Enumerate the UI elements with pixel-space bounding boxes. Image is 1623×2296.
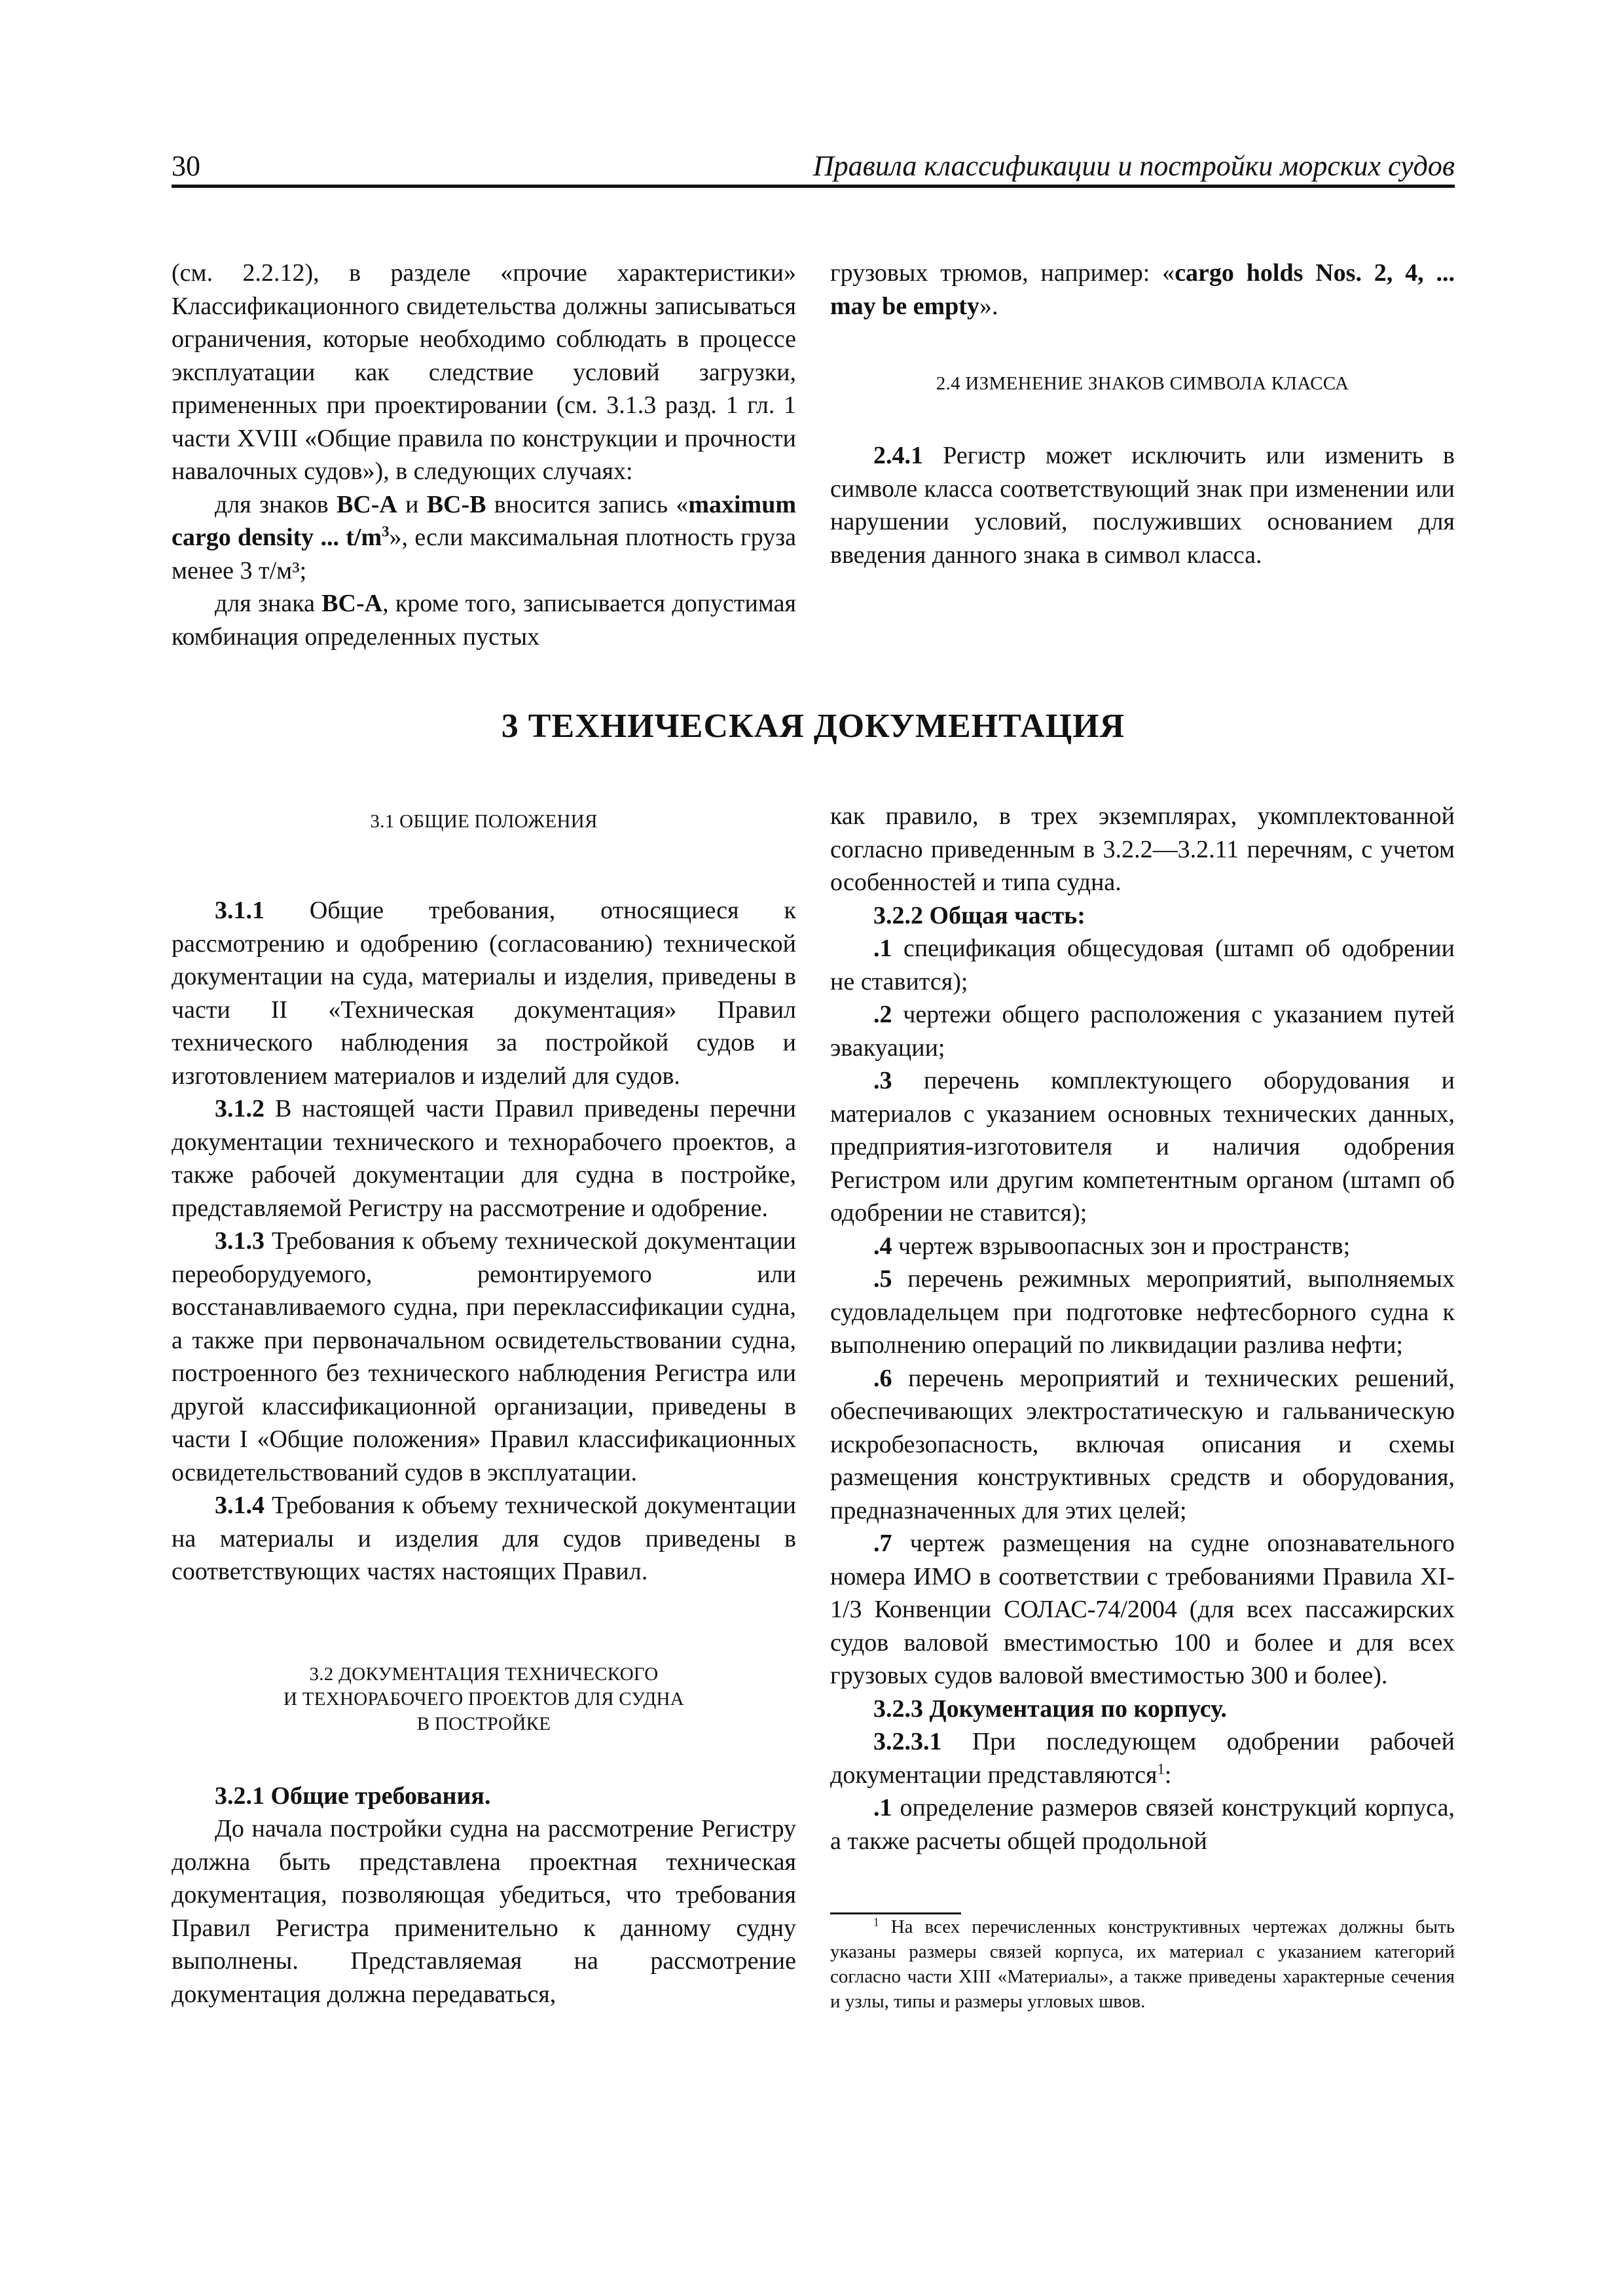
text-run: Требования к объему технической документации переоборудуемого, ремонтируемого или восстанавливаемого судна, при переклассификации судна, а также при первоначальном освидетельствовании судна, построенного без технического наблюдения Регистра или другой классификационной организации, приведены в части I «Общие положения» Правил классификационных освидетельствований судов в эксплуатации. [172, 1227, 796, 1486]
class-notation: BC-A [336, 490, 397, 518]
text-run: Общие требования, относящиеся к рассмотрению и одобрению (согласованию) технической документации на суда, материалы и изделия, приведены в части II «Техническая документация» Правил технического наблюдения за постройкой судов и изготовлением материалов и изделий для судов. [172, 897, 796, 1090]
class-notation: BC-B [426, 490, 486, 518]
bottom-left-column [172, 800, 796, 2011]
section-title-line: 3.2 ДОКУМЕНТАЦИЯ ТЕХНИЧЕСКОГО [309, 1663, 659, 1685]
footnote [830, 1914, 1455, 2014]
paragraph [830, 1725, 1455, 1791]
list-item [830, 1362, 1455, 1528]
notation-record: cargo holds Nos. 2, 4, ... may be empty [830, 259, 1455, 320]
item-number: .7 [873, 1530, 892, 1557]
paragraph-heading [830, 1693, 1455, 1726]
text-run: перечень режимных мероприятий, выполняемых судовладельцем при подготовке нефтесборного судна к выполнению операций по ликвидации разлива нефти; [830, 1265, 1455, 1359]
item-number: .2 [873, 1001, 892, 1028]
footnote-text: На всех перечисленных конструктивных чертежах должны быть указаны размеры связей корпуса, их материал с указанием категорий согласно части XIII «Материалы», а также приведены характерные сечения и узлы, типы и размеры угловых швов. [830, 1916, 1455, 2012]
section-title-2-4: 2.4 ИЗМЕНЕНИЕ ЗНАКОВ СИМВОЛА КЛАССА [936, 373, 1349, 394]
item-number: .1 [873, 1794, 892, 1821]
text-run: определение размеров связей конструкций корпуса, а также расчеты общей продольной [830, 1794, 1455, 1855]
class-notation: BC-A [321, 590, 383, 617]
list-item [830, 1064, 1455, 1230]
text-run: : [1164, 1761, 1172, 1789]
text-run: грузовых трюмов, например: « [830, 259, 1175, 287]
section-title-3-2 [172, 1662, 796, 1736]
section-title-3-1: 3.1 ОБЩИЕ ПОЛОЖЕНИЯ [370, 811, 598, 832]
list-item [830, 1527, 1455, 1693]
clause-number: 2.4.1 [873, 442, 923, 469]
clause-heading: 3.2.2 Общая часть: [873, 901, 1085, 929]
item-number: .6 [873, 1364, 892, 1392]
paragraph [172, 1225, 796, 1489]
paragraph [172, 587, 796, 653]
clause-number: 3.1.4 [215, 1492, 264, 1519]
item-number: .3 [873, 1067, 892, 1094]
paragraph: (см. 2.2.12), в разделе «прочие характеристики» Классификационного свидетельства должны записываться ограничения, которые необходимо соблюдать в процессе эксплуатации как следствие условий загрузки, примененных при проектировании (см. 3.1.3 разд. 1 гл. 1 части XVIII «Общие правила по конструкции и прочности навалочных судов»), в следующих случаях: [172, 259, 796, 485]
clause-heading: 3.2.1 Общие требования. [215, 1782, 491, 1810]
text-run: вносится запись « [486, 490, 689, 518]
paragraph [830, 439, 1455, 571]
text-run: Требования к объему технической документации на материалы и изделия для судов приведены в соответствующих частях настоящих Правил. [172, 1492, 796, 1585]
text-run: чертеж размещения на судне опознавательного номера ИМО в соответствии с требованиями Правила XI-1/3 Конвенции СОЛАС-74/2004 (для всех пассажирских судов валовой вместимостью 100 и более и для всех грузовых судов валовой вместимостью 300 и более). [830, 1530, 1455, 1689]
paragraph-heading [830, 899, 1455, 933]
paragraph-heading [172, 1780, 796, 1813]
top-right-column [830, 257, 1455, 571]
item-number: .1 [873, 935, 892, 962]
paragraph [830, 257, 1455, 323]
item-number: .4 [873, 1232, 892, 1260]
clause-heading: 3.2.3 Документация по корпусу. [873, 1695, 1227, 1723]
superscript: 3 [382, 523, 390, 540]
running-title: Правила классификации и постройки морских судов [812, 150, 1455, 182]
text-run: чертеж взрывоопасных зон и пространств; [892, 1232, 1351, 1260]
list-item [830, 1263, 1455, 1362]
paragraph [172, 894, 796, 1092]
notation-record: maximum cargo density ... t/m [172, 490, 796, 551]
list-item [830, 1791, 1455, 1857]
top-left-column [172, 257, 796, 653]
page-number: 30 [172, 150, 200, 182]
chapter-title: 3 ТЕХНИЧЕСКАЯ ДОКУМЕНТАЦИЯ [501, 708, 1125, 745]
text-run: В настоящей части Правил приведены перечни документации технического и технорабочего проектов, а также рабочей документации для судна в постройке, представляемой Регистру на рассмотрение и одобрение. [172, 1095, 796, 1222]
section-title-line: И ТЕХНОРАБОЧЕГО ПРОЕКТОВ ДЛЯ СУДНА [283, 1688, 685, 1710]
paragraph: До начала постройки судна на рассмотрение Регистру должна быть представлена проектная техническая документация, позволяющая убедиться, что требования Правил Регистра применительно к данному судну выполнены. Представляемая на рассмотрение документация должна передаваться, [172, 1815, 796, 2008]
list-item [830, 1230, 1455, 1263]
clause-number: 3.1.2 [215, 1095, 264, 1122]
bottom-right-column [830, 800, 1455, 2014]
footnote-reference: 1 [1157, 1760, 1165, 1777]
paragraph [172, 1489, 796, 1588]
text-run: для знаков [215, 490, 337, 518]
text-run: спецификация общесудовая (штамп об одобрении не ставится); [830, 935, 1455, 996]
section-title-line: В ПОСТРОЙКЕ [416, 1713, 551, 1734]
text-run: чертежи общего расположения с указанием путей эвакуации; [830, 1001, 1455, 1062]
list-item [830, 998, 1455, 1064]
clause-number: 3.1.1 [215, 897, 264, 924]
text-run: ». [979, 292, 998, 320]
item-number: .5 [873, 1265, 892, 1293]
text-run: », если максимальная плотность груза менее 3 т/м³; [172, 524, 797, 584]
paragraph: как правило, в трех экземплярах, укомплектованной согласно приведенным в 3.2.2—3.2.11 перечням, с учетом особенностей и типа судна. [830, 802, 1455, 896]
footnote-mark: 1 [873, 1915, 879, 1929]
page-header [172, 145, 1455, 188]
clause-number: 3.1.3 [215, 1227, 264, 1255]
text-run: При последующем одобрении рабочей документации представляются [830, 1728, 1455, 1789]
list-item [830, 932, 1455, 998]
text-run: для знака [215, 590, 322, 617]
clause-number: 3.2.3.1 [873, 1728, 942, 1755]
text-run: , кроме того, записывается допустимая комбинация определенных пустых [172, 590, 796, 651]
text-run: перечень мероприятий и технических решений, обеспечивающих электростатическую и гальваническую искробезопасность, включая описания и схемы размещения конструктивных средств и оборудования, предназначенных для этих целей; [830, 1364, 1455, 1524]
text-run: Регистр может исключить или изменить в символе класса соответствующий знак при изменении или нарушении условий, послуживших основанием для введения данного знака в символ класса. [830, 442, 1455, 569]
paragraph [172, 1092, 796, 1225]
paragraph [172, 488, 796, 588]
text-run: перечень комплектующего оборудования и материалов с указанием основных технических данных, предприятия-изготовителя и наличия одобрения Регистром или другим компетентным органом (штамп об одобрении не ставится); [830, 1067, 1455, 1227]
text-run: и [397, 490, 427, 518]
